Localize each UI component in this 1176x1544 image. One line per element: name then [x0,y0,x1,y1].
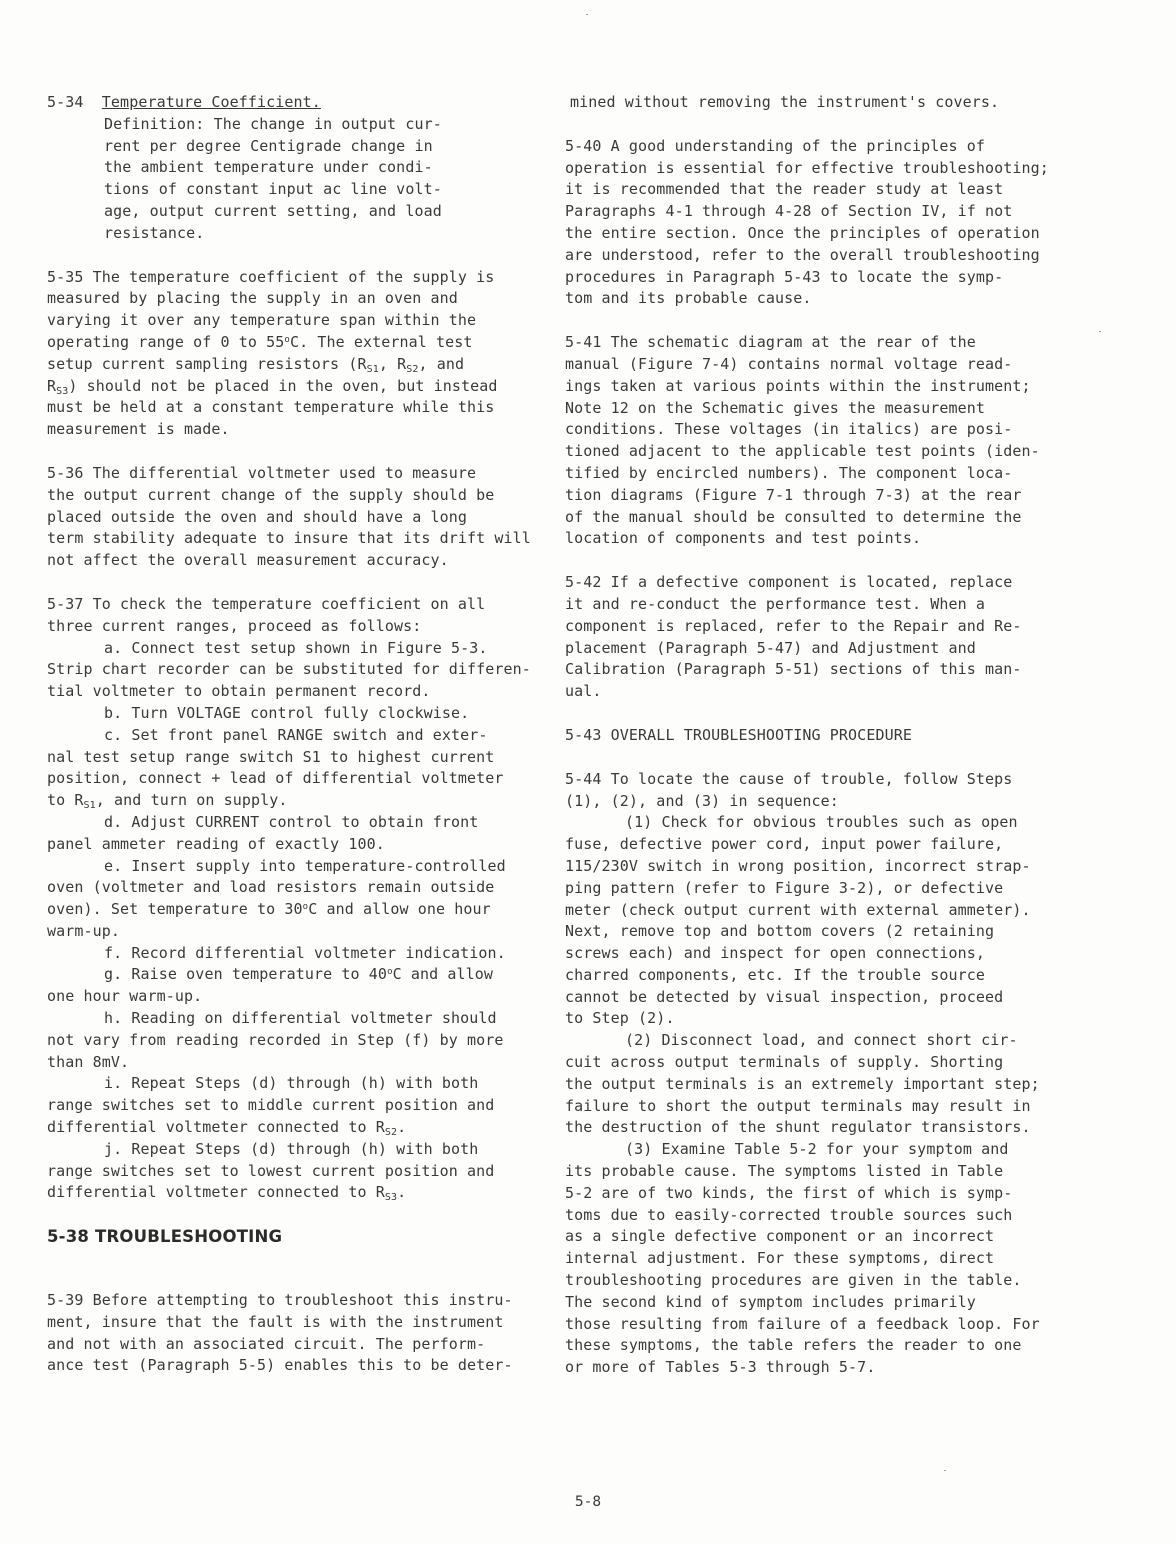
paragraph-5-44 [565,769,1063,1379]
text-line: panel ammeter reading of exactly 100. [47,834,385,853]
scan-speck [944,1470,946,1471]
text-line: 5-36 The differential voltmeter used to measure [47,463,477,482]
paragraph-5-36 [47,463,531,572]
text-line: placed outside the oven and should have a long [47,507,468,526]
text-line: internal adjustment. For these symptoms, direct [565,1249,995,1268]
text-line: (1), (2), and (3) in sequence: [565,791,839,810]
text-line: ment, insure that the fault is with the instrument [47,1312,504,1331]
page-number: 5-8 [574,1494,602,1510]
right-column [565,92,1063,1401]
text-line: one hour warm-up. [47,987,203,1006]
text-line: than 8mV. [47,1052,130,1071]
text-line: or more of Tables 5-3 through 5-7. [565,1358,876,1377]
text-line: 115/230V switch in wrong position, incorrect strap- [565,856,1031,875]
text-line: Next, remove top and bottom covers (2 retaining [565,922,995,941]
text-line: measurement is made. [47,420,230,439]
text-line: tions of constant input ac line volt- [104,180,442,199]
paragraph-5-39-continued [565,92,1063,114]
text-line: $R_{S3}$) should not be placed in the oven, but instead [47,376,498,397]
section-title-temperature-coefficient: Temperature Coefficient. [101,93,321,111]
text-line: operation is essential for effective troubleshooting; [565,158,1049,177]
text-line: toms due to easily-corrected trouble sources such [565,1205,1013,1224]
text-line: tion diagrams (Figure 7-1 through 7-3) at the rear [565,485,1022,504]
text-line: ings taken at various points within the instrument; [565,376,1031,395]
text-line: meter (check output current with external ammeter). [565,900,1031,919]
text-line: 5-40 A good understanding of the principles of [565,136,986,155]
step-e: e. Insert supply into temperature-controlled [104,856,506,875]
text-line: 5-44 To locate the cause of trouble, follow Steps [565,769,1013,788]
text-line: component is replaced, refer to the Repair and Re- [565,616,1022,635]
paragraph-5-43-heading [565,725,1063,747]
step-3: (3) Examine Table 5-2 for your symptom and [625,1140,1009,1159]
scan-speck [1099,331,1101,332]
text-line: differential voltmeter connected to $R_{S2}$. [47,1118,407,1139]
section-title-overall-troubleshooting: 5-43 OVERALL TROUBLESHOOTING PROCEDURE [565,725,912,744]
step-j: j. Repeat Steps (d) through (h) with both [104,1139,479,1158]
text-line: range switches set to middle current position and [47,1096,495,1115]
text-line: 5-2 are of two kinds, the first of which is symp- [565,1183,1013,1202]
text-line: tial voltmeter to obtain permanent record. [47,682,431,701]
text-line: The second kind of symptom includes primarily [565,1292,976,1311]
step-f: f. Record differential voltmeter indication. [104,943,506,962]
text-line: failure to short the output terminals may result in [565,1096,1031,1115]
text-line: screws each) and inspect for open connections, [565,944,986,963]
text-line: measured by placing the supply in an oven and [47,289,458,308]
text-line: differential voltmeter connected to $R_{S3}$. [47,1183,407,1204]
text-line: charred components, etc. If the trouble source [565,965,986,984]
text-line: to Step (2). [565,1009,675,1028]
left-column [47,92,531,1399]
step-1: (1) Check for obvious troubles such as open [625,813,1018,832]
text-line: these symptoms, the table refers the reader to one [565,1336,1022,1355]
text-line: nal test setup range switch S1 to highest current [47,747,495,766]
text-line: tioned adjacent to the applicable test points (iden- [565,442,1040,461]
text-line: Calibration (Paragraph 5-51) sections of this man- [565,660,1022,679]
text-line: Note 12 on the Schematic gives the measurement [565,398,986,417]
paragraph-5-42 [565,572,1063,703]
text-line: fuse, defective power cord, input power failure, [565,835,1004,854]
step-c: c. Set front panel RANGE switch and exter- [104,725,488,744]
text-line: troubleshooting procedures are given in the table. [565,1271,1022,1290]
text-line: setup current sampling resistors ($R_{S1}$, $R_{S2}$, and [47,354,465,375]
text-line: the output current change of the supply should be [47,485,495,504]
scan-speck [586,14,588,15]
step-g: g. Raise oven temperature to 40$^o$C and allow [104,965,494,984]
text-line: resistance. [104,223,205,242]
text-line: procedures in Paragraph 5-43 to locate the symp- [565,267,1004,286]
text-line: 5-41 The schematic diagram at the rear of the [565,333,976,352]
step-b: b. Turn VOLTAGE control fully clockwise. [104,703,470,722]
text-line: oven). Set temperature to 30$^o$C and allow one hour [47,900,491,919]
text-line: it is recommended that the reader study at least [565,180,1004,199]
paragraph-5-40 [565,136,1063,310]
paragraph-5-41 [565,332,1063,550]
text-line: not affect the overall measurement accuracy. [47,551,449,570]
text-line: ping pattern (refer to Figure 3-2), or defective [565,878,1004,897]
text-line: to $R_{S1}$, and turn on supply. [47,791,288,812]
text-line: tom and its probable cause. [565,289,812,308]
text-line: the destruction of the shunt regulator transistors. [565,1118,1031,1137]
step-d: d. Adjust CURRENT control to obtain front [104,812,479,831]
text-line: cuit across output terminals of supply. Shorting [565,1053,1004,1072]
text-line: Definition: The change in output cur- [104,114,442,133]
text-line: those resulting from failure of a feedback loop. For [565,1314,1040,1333]
text-line: the ambient temperature under condi- [104,158,433,177]
text-line: location of components and test points. [565,529,922,548]
text-line: warm-up. [47,921,121,940]
text-line: three current ranges, proceed as follows: [47,616,422,635]
text-line: Strip chart recorder can be substituted for differen- [47,660,531,679]
text-line: rent per degree Centigrade change in [104,136,433,155]
text-line: must be held at a constant temperature while this [47,398,495,417]
text-line: position, connect + lead of differential voltmeter [47,769,504,788]
paragraph-5-35 [47,267,525,441]
text-line: varying it over any temperature span within the [47,311,477,330]
paragraph-5-39 [47,1290,525,1377]
step-2: (2) Disconnect load, and connect short cir- [625,1031,1018,1050]
text-line: of the manual should be consulted to determine the [565,507,1022,526]
text-line: oven (voltmeter and load resistors remain outside [47,878,495,897]
text-line: placement (Paragraph 5-47) and Adjustment and [565,638,976,657]
text-line: the output terminals is an extremely important step; [565,1074,1040,1093]
text-line: 5-35 The temperature coefficient of the supply is [47,267,495,286]
text-line: not vary from reading recorded in Step (f) by more [47,1030,504,1049]
text-line: term stability adequate to insure that its drift will [47,529,531,548]
text-line: ance test (Paragraph 5-5) enables this to be deter- [47,1356,513,1375]
text-line: conditions. These voltages (in italics) are posi- [565,420,1013,439]
text-line: manual (Figure 7-4) contains normal voltage read- [565,354,1013,373]
text-line: range switches set to lowest current position and [47,1161,495,1180]
text-line: are understood, refer to the overall troubleshooting [565,245,1040,264]
step-a: a. Connect test setup shown in Figure 5-3. [104,638,488,657]
text-line: 5-37 To check the temperature coefficient on all [47,594,486,613]
text-line: Paragraphs 4-1 through 4-28 of Section IV, if not [565,202,1013,221]
text-line: ual. [565,682,602,701]
step-i: i. Repeat Steps (d) through (h) with both [104,1074,479,1093]
step-h: h. Reading on differential voltmeter should [104,1009,497,1028]
text-line: age, output current setting, and load [104,201,442,220]
text-line: 5-39 Before attempting to troubleshoot this instru- [47,1291,513,1310]
text-line: it and re-conduct the performance test. When a [565,594,986,613]
text-line: cannot be detected by visual inspection, proceed [565,987,1004,1006]
paragraph-5-34 [47,92,525,245]
text-line: as a single defective component or an incorrect [565,1227,995,1246]
text-line: and not with an associated circuit. The perform- [47,1334,486,1353]
text-line: its probable cause. The symptoms listed in Table [565,1162,1004,1181]
paragraph-number: 5-34 [47,93,84,111]
text-line: operating range of 0 to 55$^o$C. The external test [47,332,473,351]
paragraph-5-37 [47,594,531,1204]
section-heading-troubleshooting: 5-38 TROUBLESHOOTING [47,1227,283,1247]
text-line: tified by encircled numbers). The component loca- [565,463,1013,482]
text-line: 5-42 If a defective component is located, replace [565,573,1013,592]
text-line: the entire section. Once the principles of operation [565,223,1040,242]
text-line: mined without removing the instrument's covers. [570,93,1000,111]
